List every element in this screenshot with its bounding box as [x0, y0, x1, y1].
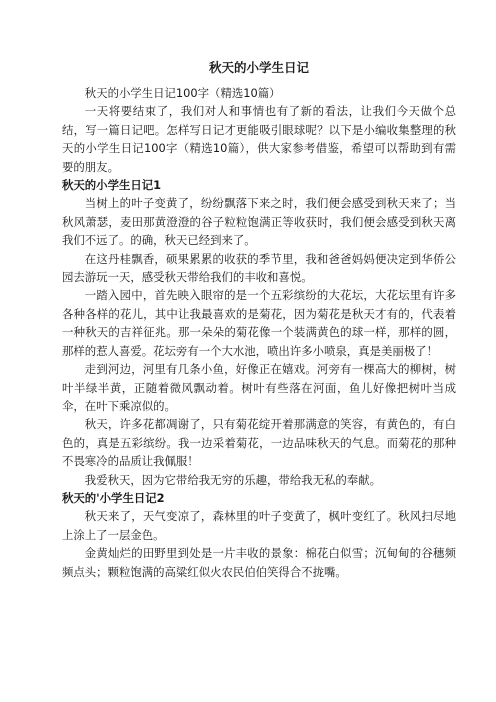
section-paragraph: 秋天，许多花都凋谢了，只有菊花绽开着那满意的笑容，有黄色的，有白色的，真是五彩缤纷。我一边采着菊花，一边品味秋天的气息。而菊花的那种不畏寒冷的品质让我佩服！ — [62, 417, 456, 469]
section-paragraph: 在这丹桂飘香，硕果累累的收获的季节里，我和爸爸妈妈便决定到华侨公园去游玩一天，感受秋天带给我们的丰收和喜悦。 — [62, 251, 456, 285]
section-paragraph: 我爱秋天，因为它带给我无穷的乐趣，带给我无私的奉献。 — [84, 472, 381, 487]
section-heading: 秋天的'小学生日记2 — [62, 490, 165, 505]
section-paragraph: 一踏入园中，首先映入眼帘的是一个五彩缤纷的大花坛，大花坛里有许多各种各样的花儿，其中让我最喜欢的是菊花，因为菊花是秋天才有的，代表着一种秋天的吉祥征兆。那一朵朵的菊花像一个装满黄色的球一样，那样的圆，那样的惹人喜爱。花坛旁有一个大水池，喷出许多小喷泉，真是美丽极了！ — [62, 288, 456, 358]
section-paragraph: 秋天来了，天气变凉了，森林里的叶子变黄了，枫叶变红了。秋风扫尽地上涂上了一层金色。 — [62, 509, 456, 542]
intro-paragraph: 一天将要结束了，我们对人和事情也有了新的看法，让我们今天做个总结，写一篇日记吧。怎样写日记才更能吸引眼球呢？以下是小编收集整理的秋天的小学生日记100字（精选10篇），供大家参考借鉴，希望可以帮助到有需要的朋友。 — [62, 104, 456, 174]
document-title: 秋天的小学生日记 — [208, 60, 309, 75]
intro-line: 秋天的小学生日记100字（精选10篇） — [84, 86, 281, 100]
section-paragraph: 走到河边，河里有几条小鱼，好像正在嬉戏。河旁有一棵高大的柳树，树叶半绿半黄，正随着微风飘动着。树叶有些落在河面，鱼儿好像把树叶当成伞，在叶下乘凉似的。 — [62, 362, 456, 413]
section-heading: 秋天的小学生日记1 — [62, 178, 162, 193]
section-paragraph: 金黄灿烂的田野里到处是一片丰收的景象：棉花白似雪；沉甸甸的谷穗频频点头；颗粒饱满的高粱红似火农民伯伯笑得合不拢嘴。 — [62, 546, 456, 579]
section-paragraph: 当树上的叶子变黄了，纷纷飘落下来之时，我们便会感受到秋天来了；当秋风萧瑟，麦田那黄澄澄的谷子粒粒饱满正等收获时，我们便会感受到秋天离我们不远了。的确，秋天已经到来了。 — [62, 196, 456, 248]
